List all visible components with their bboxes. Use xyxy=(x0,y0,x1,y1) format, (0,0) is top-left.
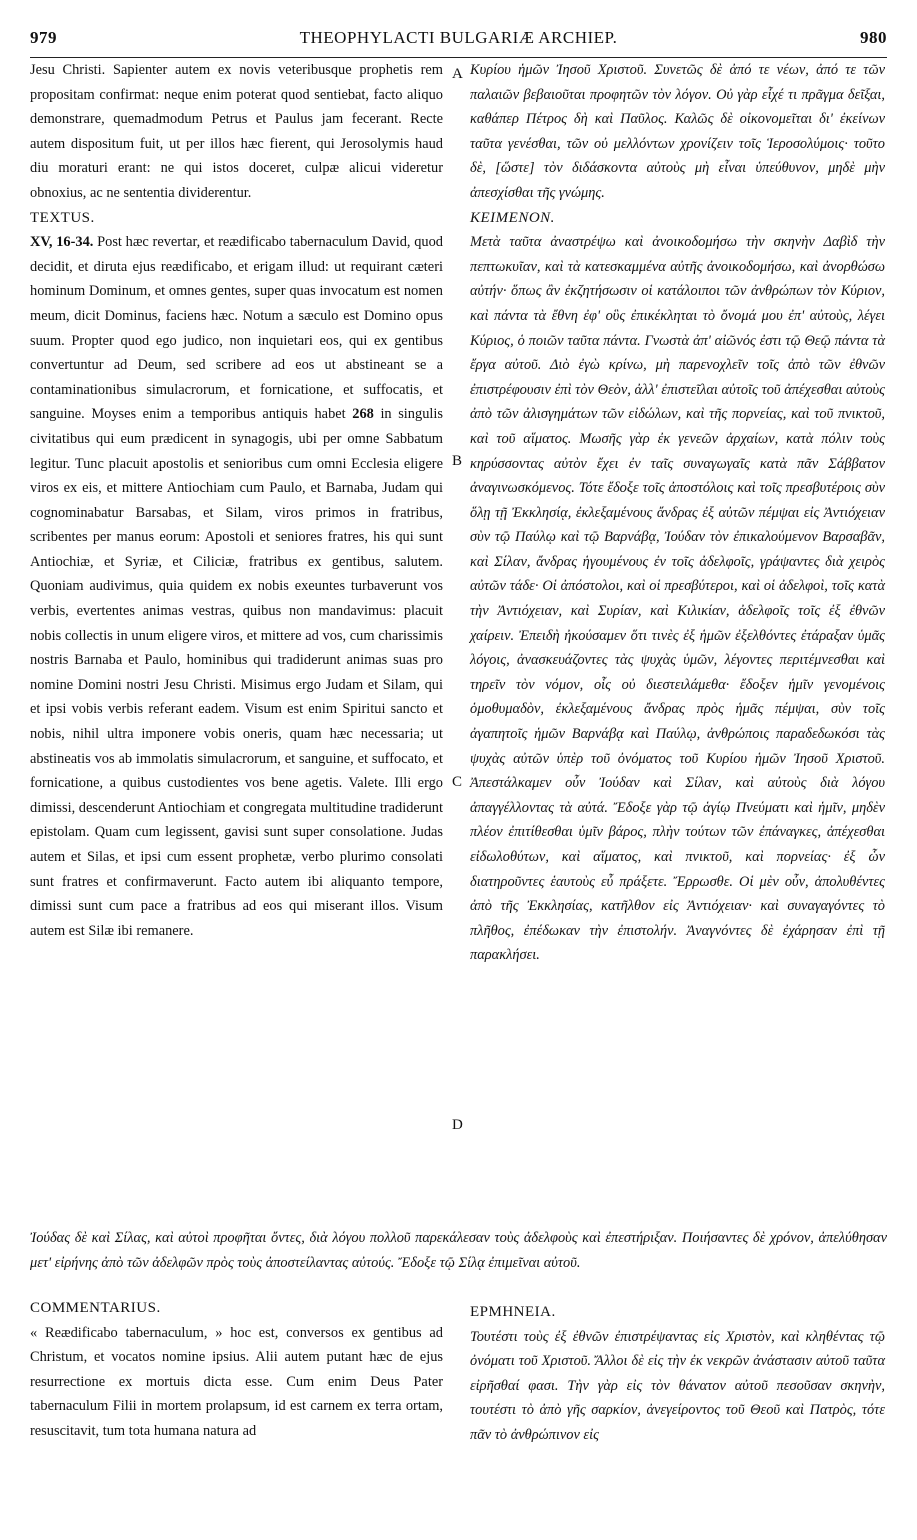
column-marker-number: 268 xyxy=(352,406,374,423)
greek-commentary xyxy=(470,1300,885,1448)
latin-text-part-a: Post hæc revertar, et reædificabo tabernaculum David, quod decidit, et diruta ejus reædificabo, et erigam illud: ut requirant cæteri hominum Dominum, et omnes gentes, super quas invocatum est nomen meum, dicit Dominus, faciens hæc. Notum a sæculo est Domino opus suum. Propter quod ego judico, non inquietari eos, qui ex gentibus convertuntur ad Deum, sed scribere ad eos ut abstineant se a contaminationibus simulacrorum, et fornicatione, et suffocatis, et sanguine. Moyses enim a temporibus antiquis habet xyxy=(30,234,443,423)
latin-text-reference: XV, 16-34. xyxy=(30,234,94,251)
running-title: THEOPHYLACTI BULGARIÆ ARCHIEP. xyxy=(299,28,618,47)
greek-commentary-paragraph: Τουτέστι τοὺς ἐξ ἐθνῶν ἐπιστρέψαντας εἰς Χριστὸν, καὶ κληθέντας τῷ ὀνόματι τοῦ Χριστοῦ. Ἄλλοι δὲ εἰς τὴν ἐκ νεκρῶν ἀνάστασιν αὐτοῦ ταῦτα εἰρῆσθαί φασι. Τὴν γὰρ εἰς τὸν θάνατον αὐτοῦ πεσοῦσαν σκηνὴν, τουτέστι τὸ ἀπὸ γῆς σαρκίον, ἀνεγείροντος τοῦ Θεοῦ καὶ Πατρὸς, τότε πᾶν τὸ ἀνθρώπινον εἰς xyxy=(470,1328,885,1443)
latin-section-heading: TEXTUS. xyxy=(30,209,95,226)
margin-letter-c: C xyxy=(452,774,463,790)
latin-text-paragraph xyxy=(30,230,443,943)
page-number-left: 979 xyxy=(30,28,57,47)
greek-commentary-heading: ΕΡΜΗΝΕΙΑ. xyxy=(470,1304,556,1320)
page-number-right: 980 xyxy=(860,28,887,47)
full-width-greek-text xyxy=(30,1226,887,1275)
latin-commentary-heading: COMMENTARIUS. xyxy=(30,1300,161,1316)
greek-top-paragraph: Κυρίου ἡμῶν Ἰησοῦ Χριστοῦ. Συνετῶς δὲ ἀπό τε νέων, ἀπό τε τῶν παλαιῶν βεβαιοῦται προφητῶν τὸν λόγον. Οὐ γὰρ εἶχέ τι πρᾶγμα δεῖξαι, καθάπερ Πέτρος δὴ καὶ Παῦλος. Καλῶς δὲ οἰκονομεῖται δι' ἐκείνων ταῦτα γενέσθαι, τῶν οὐ μελλόντων χρονίζειν τοῖς Ἱεροσολύμοις· τοῦτο δὲ, [ὥστε] τὸν διδάσκοντα αὐτοὺς μὴ εἶναι ὑπεύθυνον, μηδὲ μὴν ἀπεσχίσθαι τῆς γνώμης. xyxy=(470,62,885,201)
margin-letter-b: B xyxy=(452,453,463,469)
margin-letter-d: D xyxy=(452,1117,463,1133)
full-width-paragraph: Ἰούδας δὲ καὶ Σίλας, καὶ αὐτοὶ προφῆται ὄντες, διὰ λόγου πολλοῦ παρεκάλεσαν τοὺς ἀδελφοὺς καὶ ἐπεστήριξαν. Ποιήσαντες δὲ χρόνον, ἀπελύθησαν μετ' εἰρήνης ἀπὸ τῶν ἀδελφῶν πρὸς τοὺς ἀποστείλαντας αὐτούς. Ἔδοξε τῷ Σίλᾳ ἐπιμεῖναι αὐτοῦ. xyxy=(30,1230,887,1271)
greek-section-heading: ΚΕΙΜΕΝΟΝ. xyxy=(470,209,555,226)
greek-text-paragraph: Μετὰ ταῦτα ἀναστρέψω καὶ ἀνοικοδομήσω τὴν σκηνὴν Δαβὶδ τὴν πεπτωκυῖαν, καὶ τὰ κατεσκαμμένα αὐτῆς ἀνοικοδομήσω, καὶ ἀνορθώσω αὐτήν· ὅπως ἂν ἐκζητήσωσιν οἱ κατάλοιποι τῶν ἀνθρώπων τὸν Κύριον, καὶ πάντα τὰ ἔθνη ἐφ' οὓς ἐπικέκληται τὸ ὄνομά μου ἐπ' αὐτοὺς, λέγει Κύριος, ὁ ποιῶν ταῦτα πάντα. Γνωστὰ ἀπ' αἰῶνός ἐστι τῷ Θεῷ πάντα τὰ ἔργα αὐτοῦ. Διὸ ἐγὼ κρίνω, μὴ παρενοχλεῖν τοῖς ἀπὸ τῶν ἐθνῶν ἐπιστρέφουσιν ἐπὶ τὸν Θεὸν, ἀλλ' ἐπιστεῖλαι αὐτοῖς τοῦ ἀπέχεσθαι αὐτοὺς ἀπὸ τῶν ἀλισγημάτων τῶν εἰδώλων, καὶ τῆς πορνείας, καὶ τοῦ πνικτοῦ, καὶ τοῦ αἵματος. Μωσῆς γὰρ ἐκ γενεῶν ἀρχαίων, κατὰ πόλιν τοὺς κηρύσσοντας αὐτὸν ἔχει ἐν ταῖς συναγωγαῖς κατὰ πᾶν Σάββατον ἀναγινωσκόμενος. Τότε ἔδοξε τοῖς ἀποστόλοις καὶ τοῖς πρεσβυτέροις σὺν ὅλῃ τῇ Ἐκκλησίᾳ, ἐκλεξαμένους ἄνδρας ἐξ αὐτῶν πέμψαι εἰς Ἀντιόχειαν σὺν τῷ Παύλῳ καὶ τῷ Βαρνάβᾳ, Ἰούδαν τὸν ἐπικαλούμενον Βαρσαβᾶν, καὶ Σίλαν, ἄνδρας ἡγουμένους ἐν τοῖς ἀδελφοῖς, γράψαντες διὰ χειρὸς αὐτῶν τάδε· Οἱ ἀπόστολοι, καὶ οἱ πρεσβύτεροι, καὶ οἱ ἀδελφοὶ, τοῖς κατὰ τὴν Ἀντιόχειαν, καὶ Συρίαν, καὶ Κιλικίαν, ἀδελφοῖς τοῖς ἐξ ἐθνῶν χαίρειν. Ἐπειδὴ ἠκούσαμεν ὅτι τινὲς ἐξ ἡμῶν ἐξελθόντες ἐτάραξαν ὑμᾶς λόγοις, ἀνασκευάζοντες τὰς ψυχὰς ὑμῶν, λέγοντες περιτέμνεσθαι καὶ τηρεῖν τὸν νόμον, οἷς οὐ διεστειλάμεθα· ἔδοξεν ἡμῖν γενομένοις ὁμοθυμαδὸν, ἐκλεξαμένους ἄνδρας πρὸς ἡμᾶς πέμψαι, σὺν τοῖς ἀγαπητοῖς ἡμῶν Βαρνάβᾳ καὶ Παύλῳ, ἀνθρώποις παραδεδωκόσι τὰς ψυχὰς αὐτῶν ὑπὲρ τοῦ ὀνόματος τοῦ Κυρίου ἡμῶν Ἰησοῦ Χριστοῦ. Ἀπεστάλκαμεν οὖν Ἰούδαν καὶ Σίλαν, καὶ αὐτοὺς διὰ λόγου ἀπαγγέλλοντας τὰ αὐτά. Ἔδοξε γὰρ τῷ ἁγίῳ Πνεύματι καὶ ἡμῖν, μηδὲν πλέον ἐπιτίθεσθαι ὑμῖν βάρος, πλὴν τούτων τῶν ἐπάναγκες, ἀπέχεσθαι εἰδωλοθύτων, καὶ αἵματος, καὶ πνικτοῦ, καὶ πορνείας· ἐξ ὧν διατηροῦντες ἑαυτοὺς εὖ πράξετε. Ἔρρωσθε. Οἱ μὲν οὖν, ἀπολυθέντες ἀπὸ τῆς Ἐκκλησίας, κατῆλθον εἰς Ἀντιόχειαν· καὶ συναγαγόντες τὸ πλῆθος, ἐπέδωκαν τὴν ἐπιστολήν. Ἀναγνόντες δὲ ἐχάρησαν ἐπὶ τῇ παρακλήσει. xyxy=(470,234,885,964)
margin-letter-a: A xyxy=(452,66,463,82)
latin-top-paragraph: Jesu Christi. Sapienter autem ex novis veteribusque prophetis rem propositam confirmat: neque enim poterat quod sentiebat, facto aliquo demonstrare, quemadmodum Petrus et Paulus jam fecerant. Recte autem dispositum fuit, ut per illos hæc fierent, qui Jerosolymis haud diu moraturi erant: ne qui istos doceret, culpæ alicui videretur obnoxius, ac ne sententia dividerentur. xyxy=(30,62,443,201)
latin-commentary-paragraph: « Reædificabo tabernaculum, » hoc est, conversos ex gentibus ad Christum, et vocatos nomine ipsius. Alii autem putant hæc de ejus resurrectione ex mortuis dicta esse. Cum enim Deus Pater tabernaculum Filii in mortem prolapsum, id est carnem ex terra ortam, resuscitavit, tum tota humana natura ad xyxy=(30,1324,443,1439)
greek-column xyxy=(470,58,885,968)
latin-commentary xyxy=(30,1296,443,1444)
running-header xyxy=(30,28,887,54)
latin-column xyxy=(30,58,443,943)
latin-text-part-b: in singulis civitatibus qui eum prædicent in synagogis, ubi per omne Sabbatum legitur. Tunc placuit apostolis et senioribus cum omni Ecclesia eligere viros ex eis, et mittere Antiochiam cum Paulo, et Barnaba, Judam qui cognominabatur Barsabas, et Silam, viros primos in fratribus, scribentes per manus eorum: Apostoli et seniores fratres, his qui sunt Antiochiæ, et Syriæ, et Ciliciæ, fratribus ex gentibus, salutem. Quoniam audivimus, quia quidem ex nobis exeuntes turbaverunt vos verbis, evertentes animas vestras, quibus non mandavimus: placuit nobis collectis in unum eligere viros, et mittere ad vos, cum charissimis nostris Barnaba et Paulo, hominibus qui tradiderunt animas suas pro nomine Domini nostri Jesu Christi. Misimus ergo Judam et Silam, qui et ipsi vobis verbis referant eadem. Visum est enim Spiritui sancto et nobis, nihil ultra imponere vobis oneris, quam hæc necessaria; ut abstineatis vos ab immolatis simulacrorum, et sanguine, et suffocato, et fornicatione, a quibus custodientes vos bene agetis. Valete. Illi ergo dimissi, descenderunt Antiochiam et congregata multitudine tradiderunt epistolam. Quam cum legissent, gavisi sunt super consolatione. Judas autem et Silas, et ipsi cum essent prophetæ, verbo plurimo consolati sunt fratres et confirmaverunt. Facto autem ibi aliquanto tempore, dimissi sunt cum pace a fratribus ad eos qui miserant illos. Visum autem est Silæ ibi remanere. xyxy=(30,406,443,939)
